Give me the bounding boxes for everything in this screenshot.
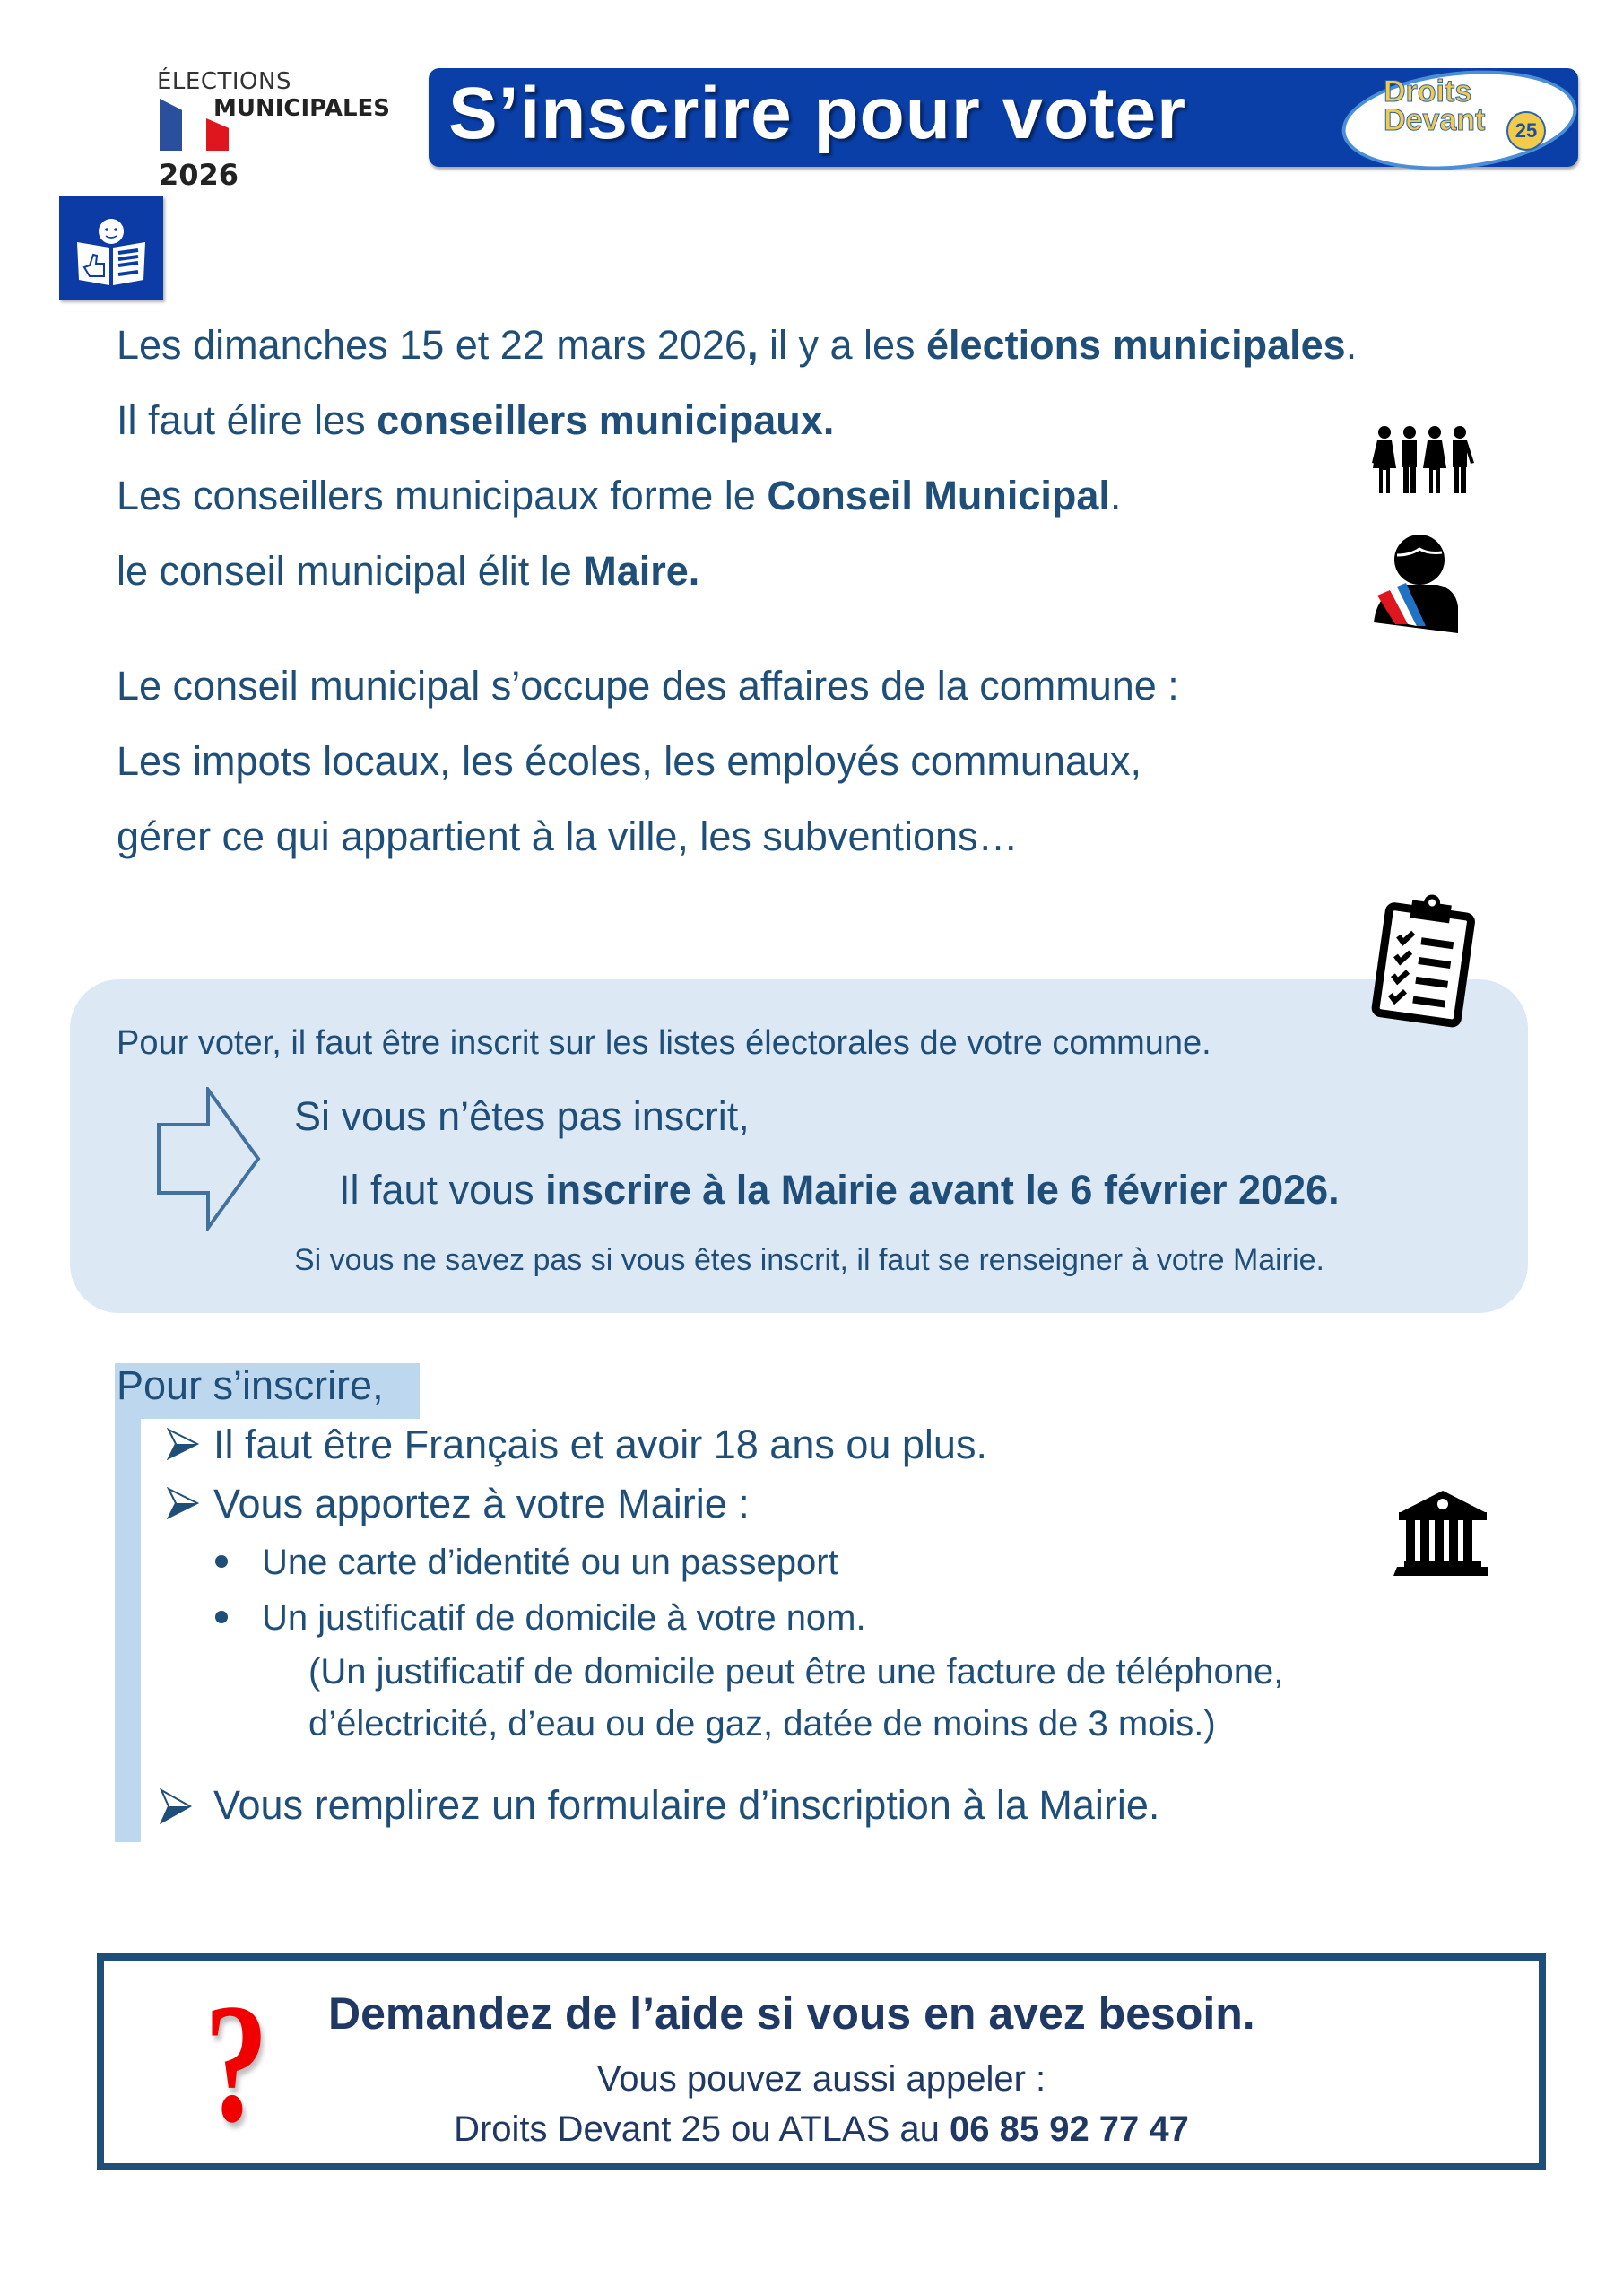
- elections-municipales-logo: [157, 65, 390, 190]
- intro-line-3: [117, 475, 1121, 516]
- arrowhead-bullet-icon: [167, 1428, 199, 1465]
- text-bold: Maire.: [583, 548, 700, 594]
- intro-line-1: [117, 322, 1358, 368]
- logo-line1: ÉLECTIONS: [157, 68, 291, 95]
- arrowhead-bullet-icon: [167, 1487, 199, 1524]
- logo-text-devant: Devant: [1384, 103, 1486, 137]
- requirement-item-3: Vous remplirez un formulaire d’inscription à la Mairie.: [213, 1782, 1160, 1828]
- text: le conseil municipal élit le: [117, 548, 584, 594]
- text-bold: conseillers municipaux.: [377, 397, 835, 443]
- question-mark-icon: ?: [204, 1970, 269, 2158]
- arrow-right-icon: [156, 1087, 267, 1235]
- text-bold: Conseil Municipal: [767, 473, 1110, 518]
- requirement-item-2: Vous apportez à votre Mairie :: [213, 1481, 750, 1526]
- info-line-4: Si vous ne savez pas si vous êtes inscrit, il faut se renseigner à votre Mairie.: [294, 1243, 1324, 1277]
- text: Il faut élire les: [117, 397, 378, 443]
- checklist-clipboard-icon: [1367, 893, 1483, 1032]
- proof-note-line-2: d’électricité, d’eau ou de gaz, datée de moins de 3 mois.): [308, 1704, 1216, 1744]
- text-bold: ,: [746, 322, 759, 368]
- text: Les dimanches 15 et 22 mars 2026: [117, 322, 747, 368]
- proof-note-line-1: (Un justificatif de domicile peut être une facture de téléphone,: [308, 1652, 1284, 1692]
- info-line-1: Pour voter, il faut être inscrit sur les listes électorales de votre commune.: [117, 1024, 1211, 1062]
- section-side-bar: [115, 1419, 141, 1842]
- logo-line2: MUNICIPALES: [213, 95, 391, 122]
- town-hall-icon: [1393, 1489, 1492, 1583]
- logo-year: 2026: [159, 158, 239, 192]
- section-heading: Pour s’inscrire,: [117, 1362, 384, 1408]
- document-item-1: Une carte d’identité ou un passeport: [262, 1543, 838, 1582]
- help-box: [97, 1953, 1546, 2170]
- flag-red-stripe: [206, 118, 229, 151]
- bullet-dot: [215, 1611, 228, 1623]
- bullet-dot: [215, 1555, 228, 1568]
- arrowhead-bullet-icon: [160, 1788, 192, 1829]
- help-title: Demandez de l’aide si vous en avez besoin.: [328, 1988, 1255, 2039]
- document-item-2: Un justificatif de domicile à votre nom.: [262, 1598, 866, 1638]
- text: Il faut vous: [339, 1167, 546, 1213]
- easy-to-read-icon: [59, 196, 163, 300]
- help-contact-line: [104, 2109, 1539, 2150]
- affairs-line-2: Les impots locaux, les écoles, les employés communaux,: [117, 738, 1142, 784]
- intro-line-2: [117, 397, 835, 443]
- text: .: [1345, 322, 1358, 368]
- phone-number[interactable]: 06 85 92 77 47: [949, 2109, 1189, 2149]
- info-line-2: Si vous n’êtes pas inscrit,: [294, 1093, 750, 1139]
- page-title: S’inscrire pour voter: [448, 73, 1187, 154]
- affairs-line-3: gérer ce qui appartient à la ville, les subventions…: [117, 813, 1019, 859]
- logo-text-droits: Droits: [1384, 74, 1472, 109]
- affairs-line-1: Le conseil municipal s’occupe des affaires de la commune :: [117, 663, 1179, 709]
- text: il y a les: [758, 322, 927, 368]
- intro-line-4: [117, 548, 700, 594]
- text: Les conseillers municipaux forme le: [117, 473, 768, 518]
- title-banner: [429, 68, 1578, 167]
- text-bold: élections municipales: [926, 322, 1346, 368]
- text: .: [1109, 473, 1122, 518]
- text-bold: inscrire à la Mairie avant le 6 février 2026.: [545, 1167, 1340, 1213]
- droits-devant-logo-text: [1384, 74, 1486, 137]
- mayor-icon: [1370, 533, 1469, 638]
- requirement-item-1: Il faut être Français et avoir 18 ans ou plus.: [213, 1422, 987, 1467]
- help-call-text: Vous pouvez aussi appeler :: [596, 2059, 1046, 2099]
- text: Droits Devant 25 ou ATLAS au: [454, 2109, 950, 2149]
- info-line-3: [339, 1167, 1340, 1213]
- logo-number-badge: 25: [1506, 111, 1546, 151]
- group-of-people-icon: [1372, 425, 1480, 501]
- flag-blue-stripe: [160, 99, 182, 151]
